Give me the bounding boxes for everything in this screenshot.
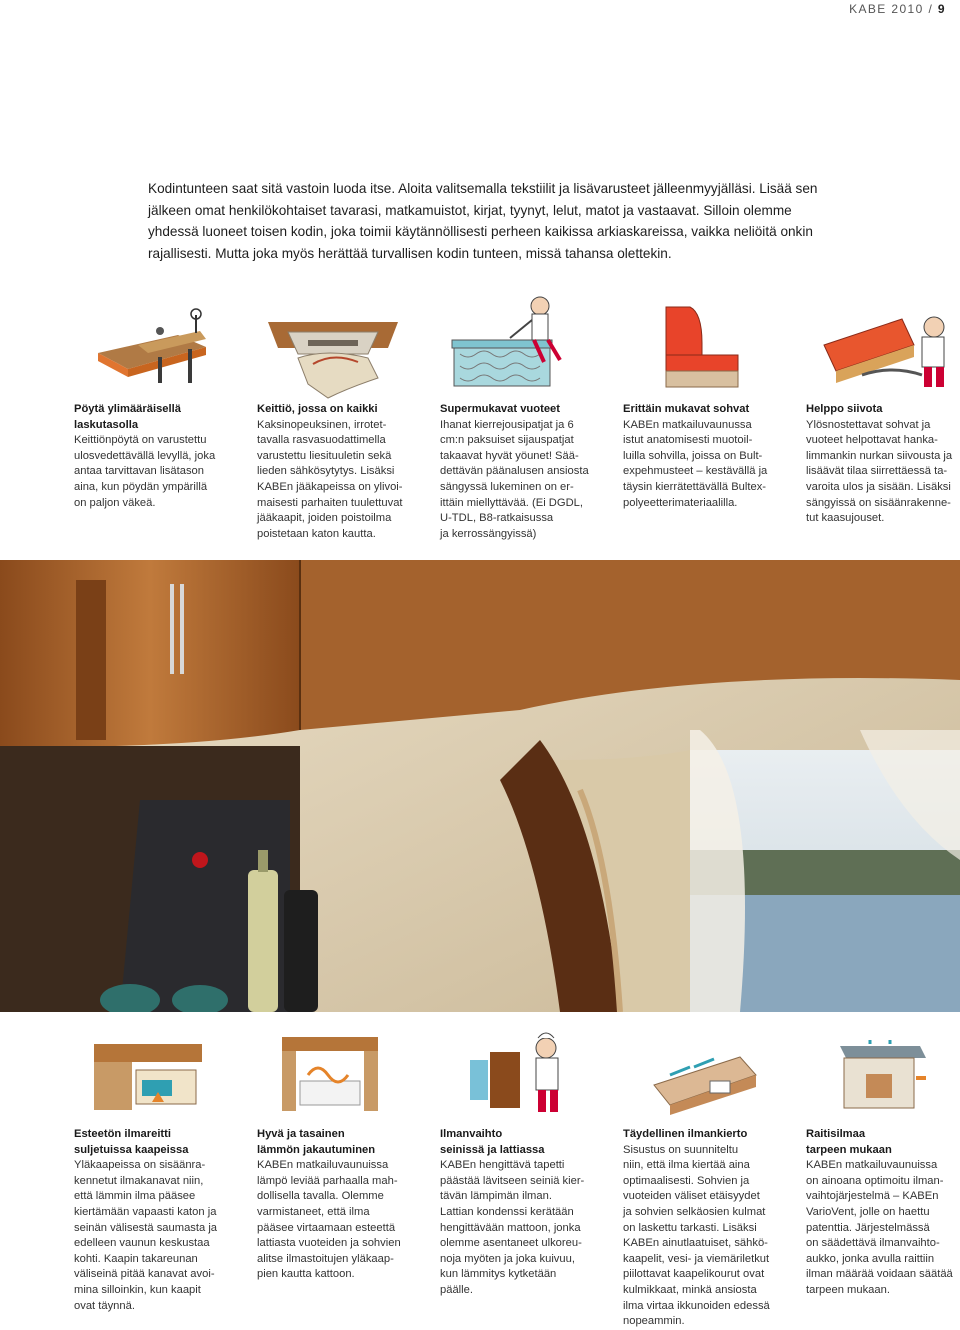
feature-title: Raitisilmaa tarpeen mukaan [806,1128,892,1156]
heat-distribution-illustration [280,1035,380,1120]
kitchen-hood-illustration [268,318,398,400]
feature-sofas [623,402,795,511]
feature-title: Hyvä ja tasainen lämmön jakautuminen [257,1128,376,1156]
feature-beds [440,402,612,542]
variovent-illustration [830,1038,930,1118]
feature-heat [257,1127,429,1283]
caravan-interior-photo [0,560,960,1012]
feature-text: Sisustus on suunniteltu niin, että ilma kiertää aina optimaalisesti. Sohvien ja vuoteiden väliset etäisyydet ja sohvien selkäosien kulmat on laskettu tarkasti. Lisäksi KABEn ainutlaatuiset, sähkö- kaapelit, vesi- ja viemäriletkut piilottavat kaapelikourut ovat kulmikkaat, minkä ansiosta ilma virtaa ikkunoiden edessä nopeammin. [623,1143,770,1328]
sofa-illustration [660,303,740,389]
feature-title: Ilmanvaihto seinissä ja lattiassa [440,1128,545,1156]
feature-fresh-air [806,1127,956,1299]
feature-kitchen [257,402,429,542]
feature-title: Täydellinen ilmankierto [623,1128,748,1140]
feature-text: Ylösnostettavat sohvat ja vuoteet helpottavat hanka- limmankin nurkan siivousta ja lisäävät tilaa siirrettäessä ta- varoita ulos ja sisään. Lisäksi sängyissä on sisäänrakenne- tut kaasujouset. [806,418,953,525]
feature-text: Ihanat kierrejousipatjat ja 6 cm:n paksuiset sijauspatjat takaavat hyvät yöunet! Sää- dettävän päänalusen ansiosta sängyssä lukeminen on er- ittäin miellyttävää. (Ei DGDL, U-TDL, B8-ratkaisussa ja kerrossängyissä) [440,418,589,540]
feature-text: KABEn matkailuvaunussa istut anatomisesti muotoil- luilla sohvilla, joissa on Bult- expehmusteet – kestävällä ja täysin kierrätettävällä Bultex- polyeetterimateriaalilla. [623,418,768,509]
feature-cleaning [806,402,956,527]
brand-label: KABE 2010 [849,2,924,16]
header-separator: / [928,2,934,16]
mattress-illustration [448,292,578,392]
feature-text: Kaksinopeuksinen, irrotet- tavalla rasvasuodattimella varustettu liesituuletin sekä lieden sähkösytytys. Lisäksi KABEn jääkapeissa on ylivoi- maisesti parhaiten tuulettuvat jääkaapit, joiden poistoilma poistetaan katon kautta. [257,418,403,540]
feature-title: Supermukavat vuoteet [440,403,560,415]
feature-air-duct [74,1127,246,1314]
feature-title: Pöytä ylimääräisellä laskutasolla [74,403,181,431]
page-header [849,2,946,16]
feature-text: KABEn matkailuvaunuissa on ainoana optimoitu ilman- vaihtojärjestelmä – KABEn VarioVent, jolle on haettu patenttia. Järjestelmässä on säädettävä ilmanvaihto- aukko, jonka avulla raittiin ilman määrää voidaan säätää tarpeen mukaan. [806,1159,953,1296]
wall-ventilation-illustration [466,1030,576,1118]
air-circulation-illustration [650,1045,760,1117]
air-duct-cabinet-illustration [92,1040,204,1116]
feature-title: Keittiö, jossa on kaikki [257,403,378,415]
feature-text: KABEn hengittävä tapetti päästää lävitseen seiniä kier- tävän lämpimän ilman. Lattian kondenssi kerätään hengittävään mattoon, jonka olemme asentaneet ulkoreu- noja myöten ja joka kuivuu, kun lämmitys kytketään päälle. [440,1159,585,1296]
cleaning-illustration [822,305,957,390]
feature-title: Helppo siivota [806,403,883,415]
feature-text: Yläkaapeissa on sisäänra- kennetut ilmakanavat niin, että lämmin ilma pääsee kiertämään vapaasti katon ja seinän välisestä saumasta ja edelleen vaunun keskustaa kohti. Kaapin takareunan väliseinä pitää kanavat avoi- mina silloinkin, kun kaapit ovat täynnä. [74,1159,218,1312]
intro-paragraph: Kodintunteen saat sitä vastoin luoda itse. Aloita valitsemalla tekstiilit ja lisävarusteet jälleenmyyjälläsi. Lisää sen jälkeen omat henkilökohtaiset tavarasi, matkamuistot, kirjat, tyynyt, lelut, matot ja vastaavat. Silloin olemme yhdessä luoneet toisen kodin, joka toimii käytännöllisesti perheen kaikissa arkiaskareissa, vaikka neliöitä onkin rajallisesti. Mutta joka myös herättää turvallisen kodin tunteen, missä tahansa olettekin. [148,181,818,261]
page-number: 9 [937,2,946,16]
feature-table [74,402,246,511]
feature-title: Esteetön ilmareitti suljetuissa kaapeissa [74,1128,189,1156]
table-extension-illustration [88,305,213,387]
feature-text: Keittiönpöytä on varustettu ulosvedettävällä levyllä, joka antaa tarvittavan lisätason aina, kun pöydän ympärillä on paljon väkeä. [74,434,216,509]
feature-circulation [623,1127,795,1330]
feature-ventilation [440,1127,612,1299]
feature-text: KABEn matkailuvaunuissa lämpö leviää parhaalla mah- dollisella tavalla. Olemme varmistaneet, että ilma pääsee virtaamaan esteettä lattiasta vuoteiden ja sohvien alitse ilmastoitujen yläkaap- pien kautta kattoon. [257,1159,401,1281]
feature-title: Erittäin mukavat sohvat [623,403,750,415]
